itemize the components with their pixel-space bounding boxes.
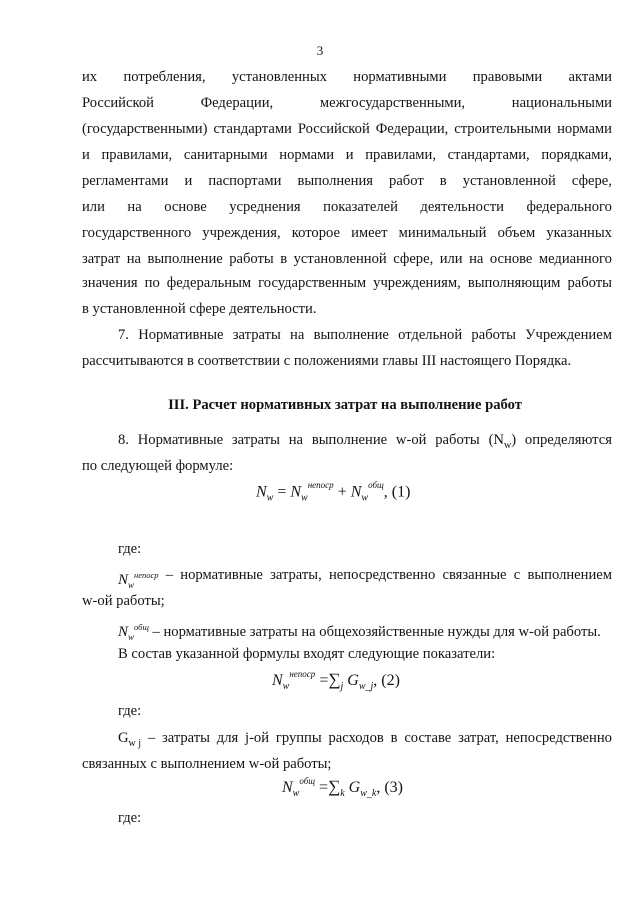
formula-1: $N_w = N_w^{непоср} + N_w^{общ}$, (1) <box>256 480 411 504</box>
intro-line: их потребления, установленных нормативными правовыми актами <box>82 69 612 85</box>
formula-3: $N_w^{общ} =\sum_k$ $G_{w\_k}$, (3) <box>282 775 403 800</box>
where-label-1: где: <box>118 541 142 557</box>
definition-1-line-2: w-ой работы; <box>82 593 165 609</box>
definition-2: $N_w^{общ}$ – нормативные затраты на общехозяйственные нужды для w-ой работы. <box>118 622 601 642</box>
intro-line: значения по федеральным государственным учреждениям, выполняющим работы <box>82 275 612 291</box>
formula-2: $N_w^{непоср} =\sum_j$ $G_{w\_j}$, (2) <box>272 668 400 693</box>
where-label-3: где: <box>118 810 142 826</box>
intro-line: Российской Федерации, межгосударственными, национальными <box>82 95 612 111</box>
where-label-2: где: <box>118 703 142 719</box>
intro-line: государственного учреждения, которое имеет минимальный объем указанных <box>82 225 612 241</box>
composition-line: В состав указанной формулы входят следующие показатели: <box>118 646 496 662</box>
section-heading: III. Расчет нормативных затрат на выполнение работ <box>168 397 522 413</box>
paragraph-7-line-2: рассчитываются в соответствии с положениями главы III настоящего Порядка. <box>82 353 572 369</box>
paragraph-8-line-1: 8. Нормативные затраты на выполнение w-ой работы $(N_w)$ определяются <box>118 432 612 451</box>
intro-line: и правилами, санитарными нормами и правилами, стандартами, порядками, <box>82 147 612 163</box>
intro-line: или на основе усреднения показателей деятельности федерального <box>82 199 612 215</box>
definition-1-line-1: $N_w^{непоср}$ – нормативные затраты, непосредственно связанные с выполнением <box>118 567 612 590</box>
intro-line: регламентами и паспортами выполнения работ в установленной сфере, <box>82 173 612 189</box>
intro-line: (государственными) стандартами Российской Федерации, строительными нормами <box>82 121 612 137</box>
definition-3-line-2: связанных с выполнением w-ой работы; <box>82 756 332 772</box>
definition-3-line-1: $G_{w j}$ – затраты для j-ой группы расходов в составе затрат, непосредственно <box>118 730 612 749</box>
intro-line: затрат на выполнение работы в установленной сфере, или на основе медианного <box>82 251 612 267</box>
intro-last-line: в установленной сфере деятельности. <box>82 301 317 317</box>
paragraph-7-line-1: 7. Нормативные затраты на выполнение отдельной работы Учреждением <box>118 327 612 343</box>
page-number: 3 <box>316 43 324 58</box>
paragraph-8-line-2: по следующей формуле: <box>82 458 234 474</box>
